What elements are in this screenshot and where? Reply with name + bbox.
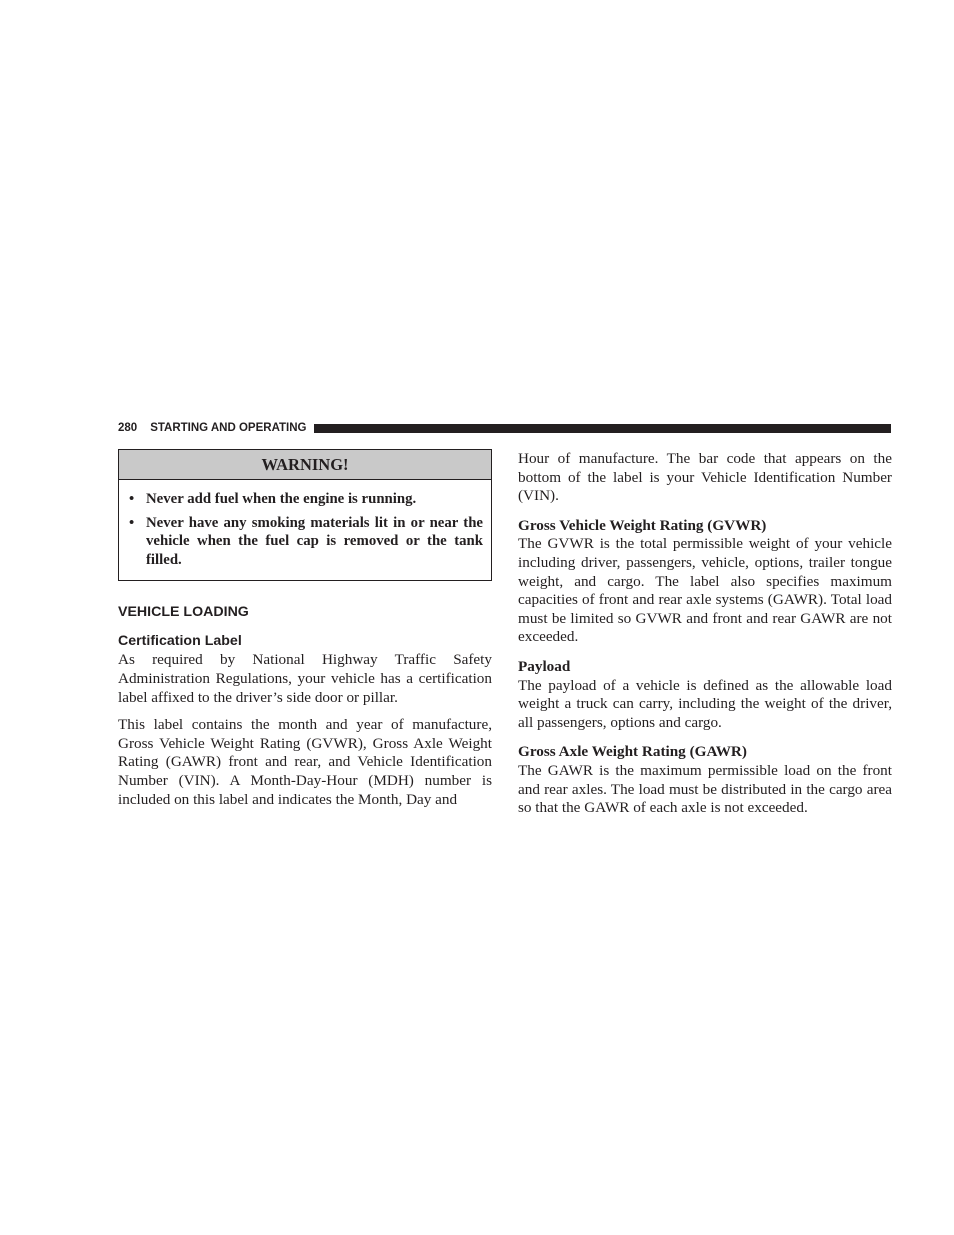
warning-title: WARNING! <box>119 450 491 480</box>
heading-payload: Payload <box>518 657 571 675</box>
section-heading-vehicle-loading: VEHICLE LOADING <box>118 604 249 621</box>
left-column <box>118 449 492 809</box>
warning-item-text: Never have any smoking materials lit in or near the vehicle when the fuel cap is removed or the tank filled. <box>146 514 483 568</box>
paragraph-gawr: The GAWR is the maximum permissible load on the front and rear axles. The load must be distributed in the cargo area so that the GAWR of each axle is not exceeded. <box>518 761 892 817</box>
heading-gawr: Gross Axle Weight Rating (GAWR) <box>518 743 747 761</box>
heading-gvwr: Gross Vehicle Weight Rating (GVWR) <box>518 516 767 534</box>
page-number: 280 <box>118 422 138 434</box>
section-title: STARTING AND OPERATING <box>150 422 307 434</box>
paragraph-continuation: Hour of manufacture. The bar code that appears on the bottom of the label is your Vehicle Identification Number (VIN). <box>518 450 892 505</box>
warning-item <box>129 514 483 570</box>
warning-item-text: Never add fuel when the engine is running. <box>146 491 417 507</box>
page-header <box>118 420 891 436</box>
bullet-icon: • <box>129 491 135 507</box>
header-rule <box>314 424 892 433</box>
warning-list <box>119 480 491 580</box>
subheading-certification-label: Certification Label <box>118 633 242 650</box>
warning-box <box>118 449 492 581</box>
right-column <box>518 450 892 818</box>
paragraph: This label contains the month and year of manufacture, Gross Vehicle Weight Rating (GVWR), Gross Axle Weight Rating (GAWR) front and rear, and Vehicle Identification Number (VIN). A Month-Day-Hour (MDH) number is included on this label and indicates the Month, Day and <box>118 716 492 808</box>
warning-item <box>129 490 483 509</box>
bullet-icon: • <box>129 514 135 531</box>
paragraph-payload: The payload of a vehicle is defined as the allowable load weight a truck can carry, including the weight of the driver, all passengers, options and cargo. <box>518 676 892 731</box>
paragraph: As required by National Highway Traffic Safety Administration Regulations, your vehicle has a certification label affixed to the driver’s side door or pillar. <box>118 651 492 706</box>
paragraph-gvwr: The GVWR is the total permissible weight of your vehicle including driver, passengers, vehicle, options, trailer tongue weight, and cargo. The label also specifies maximum capacities of front and rear axle systems (GAWR). Total load must be limited so GVWR and front and rear GAWR are not exceeded. <box>518 535 892 646</box>
